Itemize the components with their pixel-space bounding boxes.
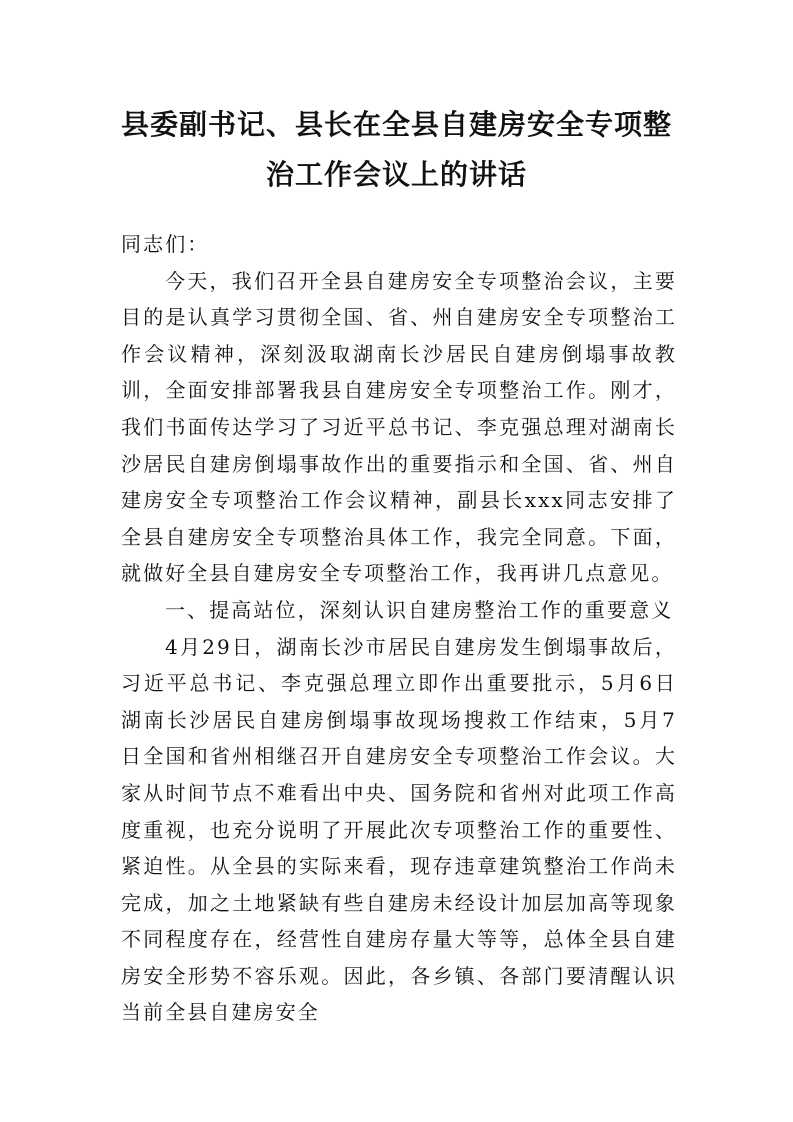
salutation: 同志们： xyxy=(121,232,210,256)
paragraph-opening: 今天，我们召开全县自建房安全专项整治会议，主要目的是认真学习贯彻全国、省、州自建房安全专项整治工作会议精神，深刻汲取湖南长沙居民自建房倒塌事故教训，全面安排部署我县自建房安全专项整治工作。刚才，我们书面传达学习了习近平总书记、李克强总理对湖南长沙居民自建房倒塌事故作出的重要指示和全国、省、州自建房安全专项整治工作会议精神，副县长xxx同志安排了全县自建房安全专项整治具体工作，我完全同意。下面，就做好全县自建房安全专项整治工作，我再讲几点意见。 xyxy=(121,268,677,586)
document-body xyxy=(121,226,677,1031)
title-line-1: 县委副书记、县长在全县自建房安全专项整 xyxy=(120,108,672,141)
paragraph-section-1: 4月29日，湖南长沙市居民自建房发生倒塌事故后，习近平总书记、李克强总理立即作出重要批示，5月6日湖南长沙居民自建房倒塌事故现场搜救工作结束，5月7日全国和省州相继召开自建房安全专项整治工作会议。大家从时间节点不难看出中央、国务院和省州对此项工作高度重视，也充分说明了开展此次专项整治工作的重要性、紧迫性。从全县的实际来看，现存违章建筑整治工作尚未完成，加之土地紧缺有些自建房未经设计加层加高等现象不同程度存在，经营性自建房存量大等等，总体全县自建房安全形势不容乐观。因此，各乡镇、各部门要清醒认识当前全县自建房安全 xyxy=(121,634,677,1025)
title-line-2: 治工作会议上的讲话 xyxy=(265,158,527,191)
document-title xyxy=(100,100,693,200)
section-heading-1: 一、提高站位，深刻认识自建房整治工作的重要意义 xyxy=(165,597,674,622)
